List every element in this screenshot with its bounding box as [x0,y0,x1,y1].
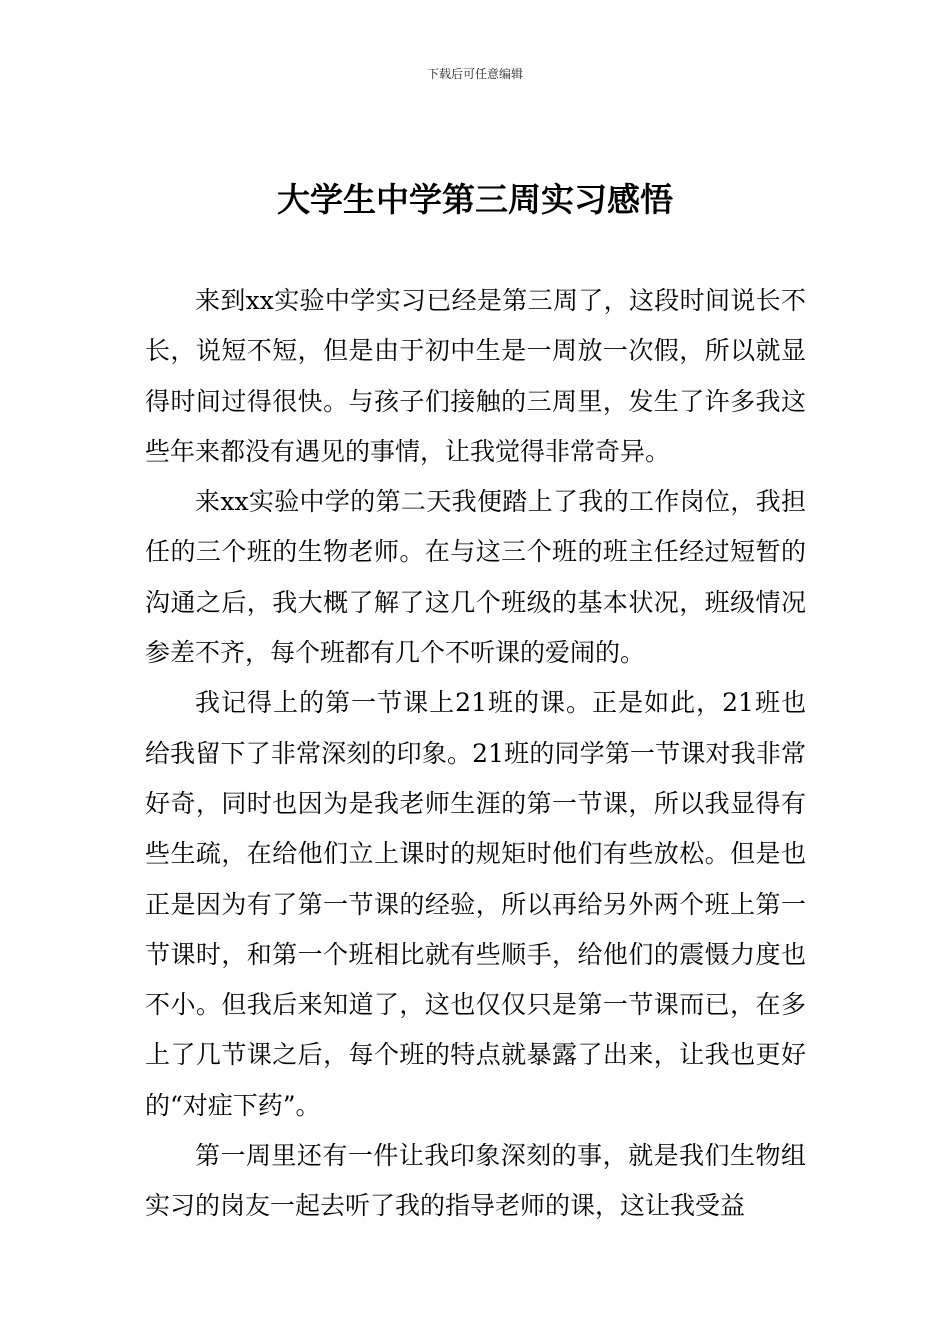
document-body [145,276,806,1232]
paragraph-3: 我记得上的第一节课上21班的课。正是如此，21班也给我留下了非常深刻的印象。21班的同学第一节课对我非常好奇，同时也因为是我老师生涯的第一节课，所以我显得有些生疏，在给他们立上课时的规矩时他们有些放松。但是也正是因为有了第一节课的经验，所以再给另外两个班上第一节课时，和第一个班相比就有些顺手，给他们的震慑力度也不小。但我后来知道了，这也仅仅只是第一节课而已，在多上了几节课之后，每个班的特点就暴露了出来，让我也更好的“对症下药”。 [145,688,806,1120]
header-note: 下载后可任意编辑 [426,67,523,81]
paragraph-4: 第一周里还有一件让我印象深刻的事，就是我们生物组实习的岗友一起去听了我的指导老师的课，这让我受益 [145,1141,806,1221]
document-title: 大学生中学第三周实习感悟 [277,180,673,219]
paragraph-1: 来到xx实验中学实习已经是第三周了，这段时间说长不长，说短不短，但是由于初中生是一周放一次假，所以就显得时间过得很快。与孩子们接触的三周里，发生了许多我这些年来都没有遇见的事情，让我觉得非常奇异。 [145,286,806,466]
paragraph-2: 来xx实验中学的第二天我便踏上了我的工作岗位，我担任的三个班的生物老师。在与这三个班的班主任经过短暂的沟通之后，我大概了解了这几个班级的基本状况，班级情况参差不齐，每个班都有几个不听课的爱闹的。 [145,487,806,668]
